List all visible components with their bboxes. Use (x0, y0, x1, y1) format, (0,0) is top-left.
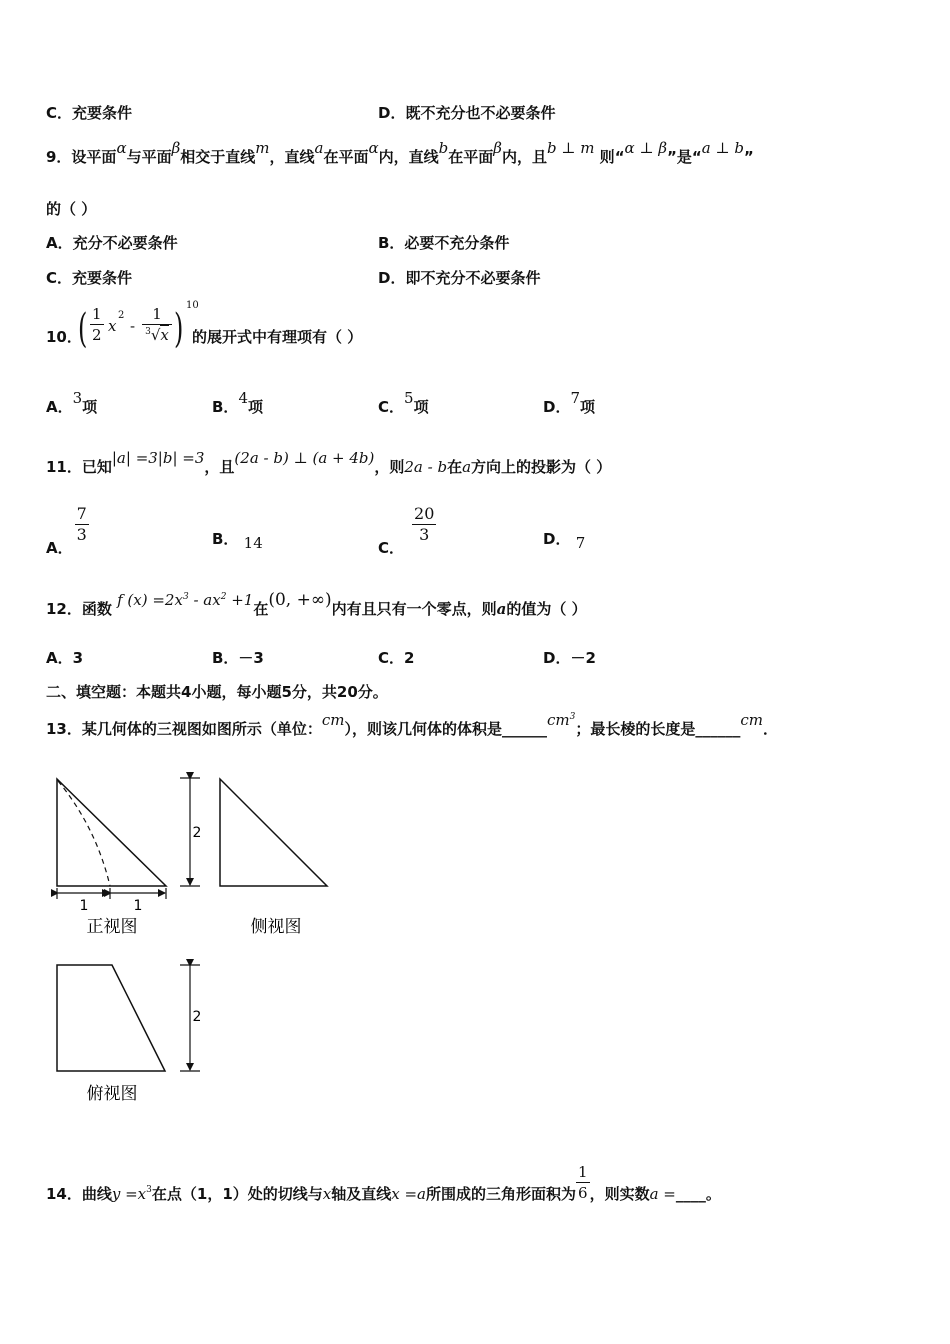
q12-stem (46, 590, 587, 619)
q13-unit-cubic (547, 711, 575, 729)
q9-beta: β (171, 139, 181, 157)
front-view-hidden-edge (58, 781, 110, 886)
radicand: x (160, 326, 169, 344)
option-label: B． (212, 530, 239, 548)
q8-option-c: C．充要条件 (46, 104, 133, 122)
unit: 项 (82, 398, 98, 416)
q9-text: 9．设平面 (46, 148, 117, 166)
side-view-triangle (220, 779, 327, 886)
q9-stem (46, 139, 754, 167)
numerator: 7 (76, 504, 87, 523)
q10-fraction-half (90, 304, 104, 345)
unit: 项 (580, 398, 596, 416)
q11-stem (46, 449, 612, 477)
q9-beta: β (493, 139, 502, 157)
top-view (57, 965, 201, 1104)
option-value: 4 (238, 389, 248, 407)
q9-text: 相交于直线 (180, 148, 256, 166)
q9-alpha-perp-beta: α ⊥ β (624, 139, 667, 157)
q9-b: b (438, 139, 449, 157)
q9-quote: “ (691, 148, 702, 166)
q10-option-a (46, 389, 98, 417)
left-paren: ( (78, 306, 88, 352)
option-label: C． (378, 539, 405, 557)
q9-option-a: A．充分不必要条件 (46, 234, 178, 252)
function-part: - ax (188, 591, 221, 609)
q9-alpha: α (368, 139, 379, 157)
q9-text: 是 (676, 148, 692, 166)
q14-line-eq: x =a (391, 1185, 427, 1203)
unit: 项 (247, 398, 263, 416)
q11-fraction-a (75, 504, 89, 545)
option-label: A． (46, 398, 73, 416)
q11-text: ，且 (204, 458, 235, 476)
q12-text: 在 (253, 600, 269, 618)
q9-text: 在平面 (323, 148, 369, 166)
q13-unit: cm (740, 711, 764, 729)
q12-option-c: C．2 (378, 649, 415, 667)
numerator: 1 (92, 305, 102, 323)
dimension-label-1: 1 (79, 898, 89, 914)
q10-exponent: 10 (186, 300, 199, 311)
q11-text: 在 (447, 458, 463, 476)
q13-text: ；最长棱的长度是______ (575, 720, 741, 738)
dimension-label-1: 1 (133, 898, 143, 914)
q10-option-b (212, 389, 263, 417)
q11-option-c (378, 504, 436, 557)
exponent: 3 (146, 1185, 152, 1195)
q13-text: 13．某几何体的三视图如图所示（单位： (46, 720, 322, 738)
q11-text: 11．已知 (46, 458, 112, 476)
q14-blank: ____。 (675, 1185, 721, 1203)
q11-perp-condition: (2a - b) ⊥ (a + 4b) (234, 449, 375, 467)
denominator: 2 (92, 326, 102, 344)
option-value: 3 (72, 389, 83, 407)
front-view (57, 778, 201, 937)
q9-option-c: C．充要条件 (46, 269, 133, 287)
dimension-label-2: 2 (192, 825, 202, 841)
option-value: 7 (575, 534, 586, 552)
section-heading: 二、填空题：本题共4小题，每小题5分，共20分。 (46, 683, 388, 701)
q9-text: ，直线 (269, 148, 315, 166)
function-part: +1 (226, 591, 254, 609)
numerator: 1 (578, 1163, 588, 1181)
q14-text: 14．曲线 (46, 1185, 112, 1203)
q12-text: 12．函数 (46, 600, 112, 618)
unit: cm (547, 711, 570, 729)
q13-text: ），则该几何体的体积是______ (344, 720, 548, 738)
q11-text: ，则 (374, 458, 405, 476)
q12-option-a: A．3 (46, 649, 84, 667)
q8-option-d: D．既不充分也不必要条件 (378, 104, 556, 122)
front-view-label: 正视图 (86, 917, 138, 937)
q9-text: 在平面 (448, 148, 494, 166)
q14-x: x (322, 1185, 332, 1203)
q9-text: 则 (599, 148, 615, 166)
q11-vector: 2a - b (404, 458, 448, 476)
unit: 项 (413, 398, 429, 416)
q14-a: a = (649, 1185, 676, 1203)
exponent: 3 (182, 592, 189, 602)
q10-option-c (378, 389, 429, 417)
q12-text: 内有且只有一个零点，则 (331, 600, 497, 618)
q10-x: x (108, 317, 117, 335)
right-paren: ) (174, 306, 184, 352)
q10-text: 的展开式中有理项有（ ） (192, 328, 363, 346)
numerator: 1 (142, 304, 172, 325)
q9-stem-end: 的（ ） (46, 200, 97, 218)
denominator: $^3$√x (145, 326, 169, 344)
option-label: D． (543, 398, 571, 416)
q9-text: 与平面 (126, 148, 172, 166)
q13-text: ． (763, 720, 779, 738)
q10-square: 2 (118, 310, 125, 321)
q12-option-b: B．－3 (212, 649, 264, 667)
q9-text: 内，且 (501, 148, 547, 166)
q12-interval: (0, +∞) (268, 590, 332, 610)
option-value: 5 (404, 389, 414, 407)
q9-quote: “ (614, 148, 625, 166)
q10-option-d (543, 389, 596, 417)
q12-function (117, 591, 253, 609)
q9-a-perp-b: a ⊥ b (701, 139, 744, 157)
q14-text: ，则实数 (589, 1185, 650, 1203)
side-view (220, 779, 327, 937)
exponent: 2 (220, 592, 227, 602)
q14-text: 所围成的三角形面积为 (426, 1185, 577, 1203)
q10-minus: - (130, 317, 136, 335)
q9-a: a (314, 139, 324, 157)
top-view-label: 俯视图 (86, 1084, 138, 1104)
option-label: D． (543, 530, 571, 548)
side-view-label: 侧视图 (250, 917, 302, 937)
q11-option-a (46, 504, 89, 557)
q13-stem (46, 711, 779, 739)
denominator: 6 (578, 1184, 588, 1202)
function-part: f (x) =2x (117, 591, 183, 609)
option-label: B． (212, 398, 239, 416)
q11-option-d (543, 528, 586, 552)
q11-magnitude-condition: |a| =3|b| =3 (111, 449, 205, 467)
q13-unit: cm (321, 711, 345, 729)
q11-vector-a: a (462, 458, 472, 476)
option-value: 7 (570, 389, 580, 407)
option-value: 14 (243, 534, 263, 552)
denominator: 3 (76, 525, 87, 544)
front-view-triangle (57, 779, 166, 886)
option-label: C． (378, 398, 405, 416)
q14-text: 轴及直线 (331, 1185, 392, 1203)
q9-quote: ” (667, 148, 677, 166)
q11-option-b (212, 528, 263, 552)
q11-text: 方向上的投影为（ ） (471, 458, 612, 476)
numerator: 20 (414, 504, 435, 523)
q11-fraction-c (412, 504, 436, 545)
q9-alpha: α (116, 139, 127, 157)
q12-a: a (496, 600, 507, 618)
three-view-figure (40, 765, 350, 1110)
root-index: 3 (145, 327, 151, 337)
q14-curve: y =x (111, 1185, 147, 1203)
q9-text: 内，直线 (378, 148, 439, 166)
q12-option-d: D．－2 (543, 649, 596, 667)
q9-m: m (255, 139, 270, 157)
q12-text: 的值为（ ） (506, 600, 587, 618)
q14-text: 在点（1，1）处的切线与 (151, 1185, 323, 1203)
q10-number: 10． (46, 328, 82, 346)
q9-option-b: B．必要不充分条件 (378, 234, 510, 252)
q9-quote: ” (743, 148, 754, 166)
exponent: 3 (569, 712, 576, 722)
option-label: A． (46, 539, 73, 557)
q10-fraction-root (142, 304, 172, 348)
q9-option-d: D．即不充分不必要条件 (378, 269, 541, 287)
top-view-trapezoid (57, 965, 165, 1071)
dimension-label-2: 2 (192, 1009, 202, 1025)
q14-fraction (576, 1162, 590, 1203)
denominator: 3 (412, 524, 436, 545)
q14-line (46, 1163, 721, 1215)
q9-condition: b ⊥ m (546, 139, 595, 157)
